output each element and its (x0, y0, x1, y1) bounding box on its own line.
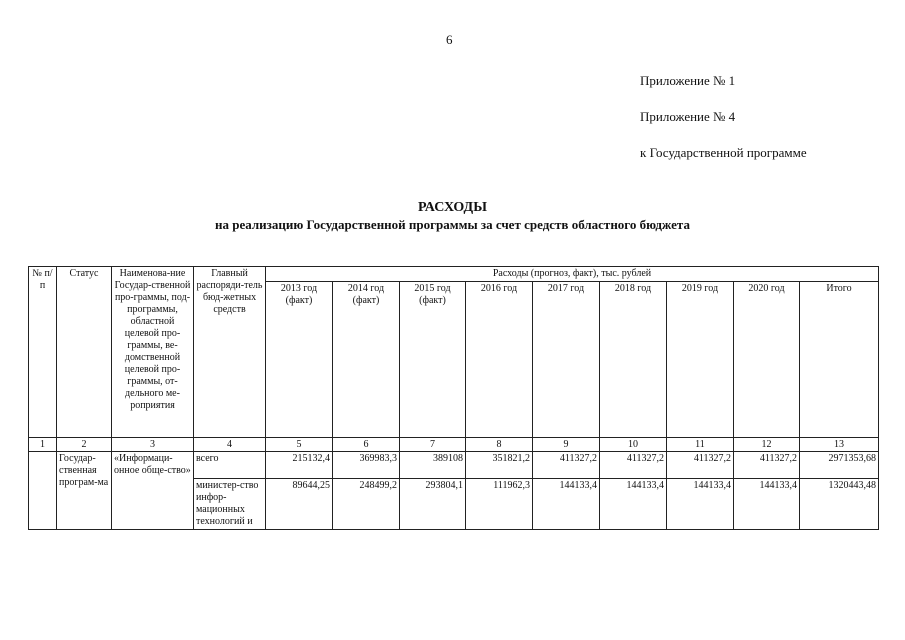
value-cell: 389108 (400, 452, 466, 479)
column-number: 11 (667, 438, 734, 452)
value-cell: 144133,4 (667, 479, 734, 530)
header-year: 2018 год (600, 282, 667, 438)
value-cell: 111962,3 (466, 479, 533, 530)
value-cell: 369983,3 (333, 452, 400, 479)
column-number: 6 (333, 438, 400, 452)
value-cell: 411327,2 (667, 452, 734, 479)
header-manager: Главный распоряди-тель бюд-жетных средств (194, 267, 266, 438)
column-number: 3 (112, 438, 194, 452)
value-cell: 411327,2 (600, 452, 667, 479)
document-subtitle: на реализацию Государственной программы за счет средств областного бюджета (215, 217, 690, 232)
column-number: 7 (400, 438, 466, 452)
column-number: 4 (194, 438, 266, 452)
header-year: 2015 год (факт) (400, 282, 466, 438)
value-cell: 215132,4 (266, 452, 333, 479)
total-cell: 1320443,48 (800, 479, 879, 530)
value-cell: 89644,25 (266, 479, 333, 530)
page-number: 6 (446, 32, 453, 47)
value-cell: 144133,4 (734, 479, 800, 530)
expenses-table (28, 266, 879, 530)
column-number: 10 (600, 438, 667, 452)
appendix-line-3: к Государственной программе (640, 145, 807, 160)
document-title: РАСХОДЫ (418, 200, 487, 215)
value-cell: 248499,2 (333, 479, 400, 530)
header-num: № п/п (29, 267, 57, 438)
value-cell: 144133,4 (600, 479, 667, 530)
header-year: 2014 год (факт) (333, 282, 400, 438)
total-cell: 2971353,68 (800, 452, 879, 479)
value-cell: 411327,2 (533, 452, 600, 479)
value-cell: 411327,2 (734, 452, 800, 479)
manager-cell: всего (194, 452, 266, 479)
column-number: 2 (57, 438, 112, 452)
appendix-line-2: Приложение № 4 (640, 109, 736, 124)
header-year: 2017 год (533, 282, 600, 438)
header-total: Итого (800, 282, 879, 438)
value-cell: 144133,4 (533, 479, 600, 530)
header-year: 2013 год (факт) (266, 282, 333, 438)
column-number: 5 (266, 438, 333, 452)
header-expenses: Расходы (прогноз, факт), тыс. рублей (266, 267, 879, 282)
header-status: Статус (57, 267, 112, 438)
column-number-row (29, 438, 879, 452)
header-year: 2019 год (667, 282, 734, 438)
header-year: 2016 год (466, 282, 533, 438)
column-number: 9 (533, 438, 600, 452)
column-number: 1 (29, 438, 57, 452)
header-name: Наименова-ние Государ-ственной про-граммы, под-программы, областной целевой про-граммы, ве-домственной целевой про-граммы, от-дельного ме-роприятия (112, 267, 194, 438)
manager-cell: министер-ство инфор-мационных технологий и (194, 479, 266, 530)
status-cell: Государ-ственная програм-ма (57, 452, 112, 530)
program-name-cell: «Информаци-онное обще-ство» (112, 452, 194, 530)
table-row (29, 452, 879, 479)
column-number: 13 (800, 438, 879, 452)
appendix-line-1: Приложение № 1 (640, 73, 736, 88)
column-number: 8 (466, 438, 533, 452)
column-number: 12 (734, 438, 800, 452)
value-cell: 351821,2 (466, 452, 533, 479)
value-cell: 293804,1 (400, 479, 466, 530)
header-year: 2020 год (734, 282, 800, 438)
row-num-cell (29, 452, 57, 530)
header-row-1 (29, 267, 879, 282)
